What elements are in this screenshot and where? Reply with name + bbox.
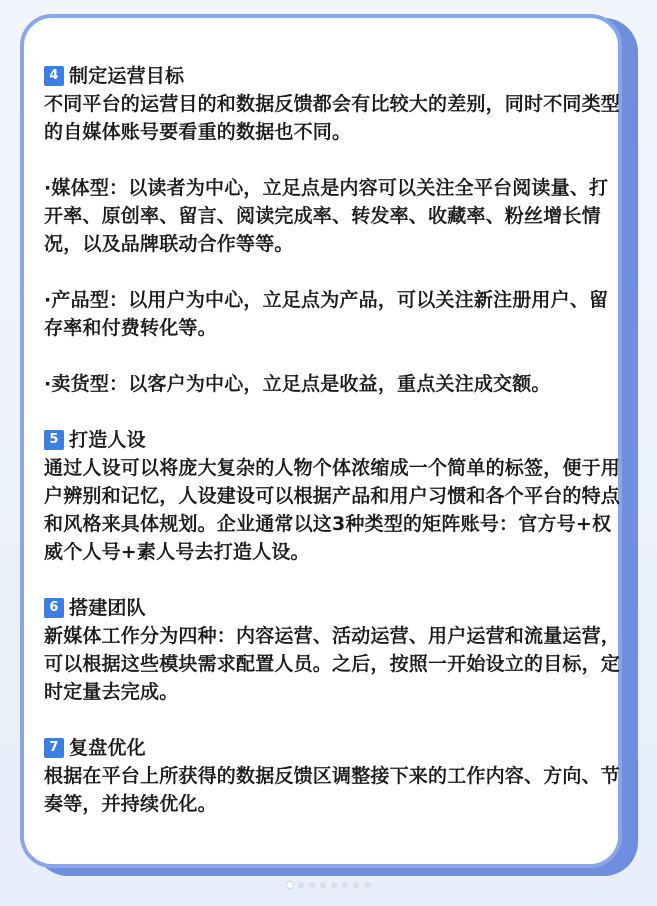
section-heading bbox=[44, 426, 624, 454]
pagination-dot[interactable] bbox=[309, 882, 315, 888]
pagination-dot[interactable] bbox=[298, 882, 304, 888]
pagination-dot[interactable] bbox=[320, 882, 326, 888]
paragraph-media-type: ·媒体型：以读者为中心，立足点是内容可以关注全平台阅读量、打开率、原创率、留言、阅读完成率、转发率、收藏率、粉丝增长情况，以及品牌联动合作等等。 bbox=[44, 177, 609, 255]
section-team bbox=[44, 594, 624, 706]
paragraph-product-type: ·产品型：以用户为中心，立足点为产品，可以关注新注册用户、留存率和付费转化等。 bbox=[44, 289, 609, 339]
paragraph: 不同平台的运营目的和数据反馈都会有比较大的差别，同时不同类型的自媒体账号要看重的数据也不同。 bbox=[44, 93, 621, 143]
paragraph: 通过人设可以将庞大复杂的人物个体浓缩成一个简单的标签，便于用户辨别和记忆，人设建设可以根据产品和用户习惯和各个平台的特点和风格来具体规划。企业通常以这3种类型的矩阵账号：官方号+权威个人号+素人号去打造人设。 bbox=[44, 457, 621, 563]
section-title: 复盘优化 bbox=[69, 737, 146, 759]
section-review bbox=[44, 734, 624, 818]
paragraph-sales-type: ·卖货型：以客户为中心，立足点是收益，重点关注成交额。 bbox=[44, 373, 551, 395]
paragraph: 新媒体工作分为四种：内容运营、活动运营、用户运营和流量运营，可以根据这些模块需求配置人员。之后，按照一开始设立的目标，定时定量去完成。 bbox=[44, 625, 621, 703]
pagination-dot[interactable] bbox=[331, 882, 337, 888]
section-heading bbox=[44, 594, 624, 622]
pagination-dots[interactable] bbox=[0, 882, 657, 888]
section-heading bbox=[44, 62, 624, 90]
paragraph: 根据在平台上所获得的数据反馈区调整接下来的工作内容、方向、节奏等，并持续优化。 bbox=[44, 765, 621, 815]
section-title: 制定运营目标 bbox=[69, 65, 185, 87]
section-title: 打造人设 bbox=[69, 429, 146, 451]
article-body bbox=[44, 56, 624, 818]
section-persona bbox=[44, 426, 624, 566]
pagination-dot[interactable] bbox=[364, 882, 370, 888]
pagination-dot[interactable] bbox=[342, 882, 348, 888]
pagination-dot[interactable] bbox=[287, 882, 293, 888]
number-badge-icon: 4 bbox=[44, 66, 64, 86]
section-heading bbox=[44, 734, 624, 762]
pagination-dot[interactable] bbox=[353, 882, 359, 888]
number-badge-icon: 6 bbox=[44, 598, 64, 618]
section-title: 搭建团队 bbox=[69, 597, 146, 619]
section-goals bbox=[44, 62, 624, 398]
number-badge-icon: 7 bbox=[44, 738, 64, 758]
number-badge-icon: 5 bbox=[44, 430, 64, 450]
